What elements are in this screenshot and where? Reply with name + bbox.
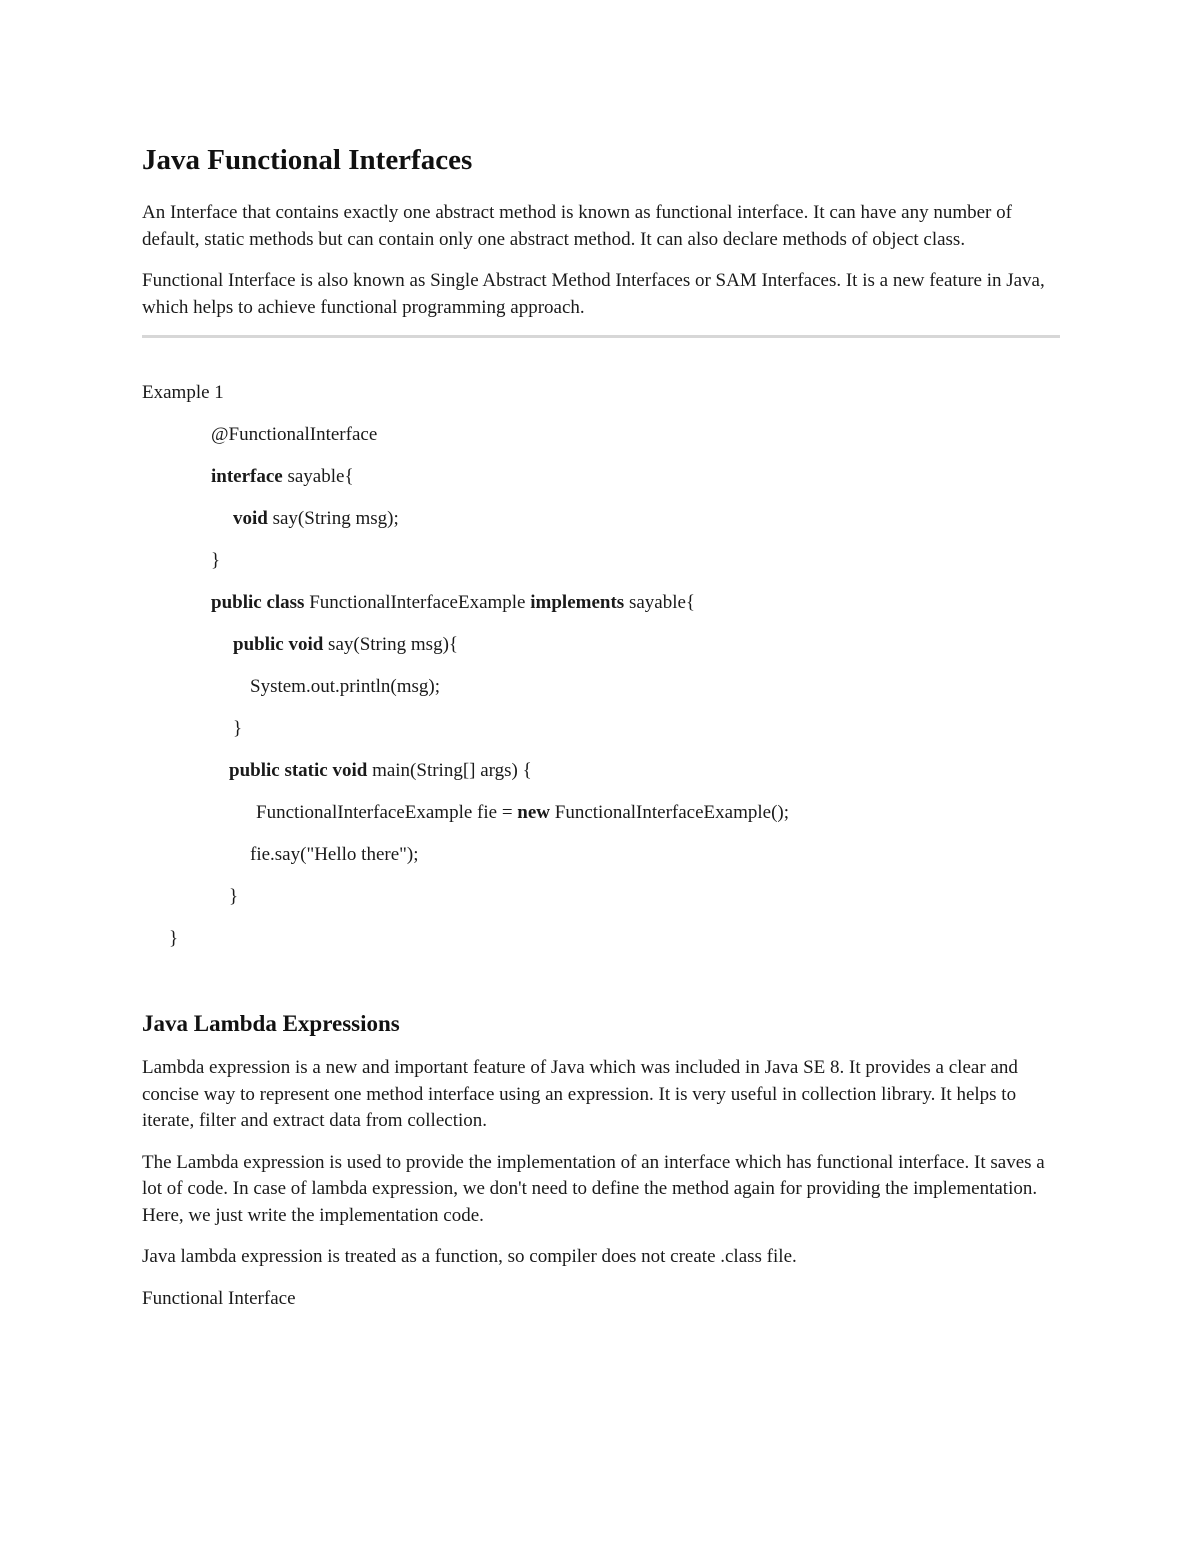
- code-keyword: implements: [530, 592, 625, 613]
- code-line: [142, 422, 1060, 448]
- code-line: [142, 842, 1060, 868]
- code-text: say(String msg);: [267, 508, 399, 529]
- code-text: }: [169, 928, 179, 949]
- code-text: sayable{: [282, 466, 354, 487]
- code-text: FunctionalInterfaceExample fie =: [256, 802, 518, 823]
- code-line: [142, 800, 1060, 826]
- code-line: [142, 884, 1060, 910]
- code-line: [142, 716, 1060, 742]
- code-text: FunctionalInterfaceExample: [304, 592, 531, 613]
- code-text: }: [233, 718, 243, 739]
- code-text: FunctionalInterfaceExample();: [550, 802, 790, 823]
- code-keyword: new: [517, 802, 551, 823]
- code-line: [142, 632, 1060, 658]
- section-heading: Java Lambda Expressions: [142, 1011, 400, 1036]
- code-line: [142, 926, 1060, 952]
- code-text: }: [229, 886, 239, 907]
- paragraph: Functional Interface: [142, 1287, 296, 1309]
- code-keyword: public class: [211, 592, 305, 613]
- code-keyword: interface: [211, 466, 283, 487]
- code-example: [142, 380, 1060, 952]
- code-line: [142, 506, 1060, 532]
- paragraph: Java lambda expression is treated as a function, so compiler does not create .class file.: [142, 1246, 797, 1267]
- paragraph: Lambda expression is a new and important feature of Java which was included in Java SE 8. It provides a clear and concise way to represent one method interface using an expression. It is very useful in collection library. It helps to iterate, filter and extract data from collection.: [142, 1057, 1018, 1131]
- code-line: [142, 674, 1060, 700]
- code-text: fie.say("Hello there");: [250, 844, 419, 865]
- code-text: @FunctionalInterface: [211, 424, 378, 445]
- code-keyword: void: [233, 508, 268, 529]
- code-line: [142, 548, 1060, 574]
- code-line: [142, 758, 1060, 784]
- page-title: Java Functional Interfaces: [142, 144, 473, 176]
- code-text: say(String msg){: [323, 634, 459, 655]
- horizontal-divider: [142, 335, 1060, 338]
- paragraph: Functional Interface is also known as Single Abstract Method Interfaces or SAM Interfaces. It is a new feature in Java, which helps to achieve functional programming approach.: [142, 270, 1045, 318]
- code-line: [142, 590, 1060, 616]
- paragraph: The Lambda expression is used to provide the implementation of an interface which has functional interface. It saves a lot of code. In case of lambda expression, we don't need to define the method again for providing the implementation. Here, we just write the implementation code.: [142, 1151, 1045, 1226]
- code-line: [142, 464, 1060, 490]
- code-keyword: public static void: [229, 760, 368, 781]
- code-keyword: public void: [233, 634, 324, 655]
- code-text: main(String[] args) {: [367, 760, 532, 781]
- code-text: sayable{: [624, 592, 696, 613]
- example-label: Example 1: [142, 382, 224, 403]
- paragraph: An Interface that contains exactly one abstract method is known as functional interface. It can have any number of default, static methods but can contain only one abstract method. It can also declare methods of object class.: [142, 202, 1012, 250]
- code-text: System.out.println(msg);: [250, 676, 440, 697]
- code-text: }: [211, 550, 221, 571]
- document-page: [142, 140, 1060, 1327]
